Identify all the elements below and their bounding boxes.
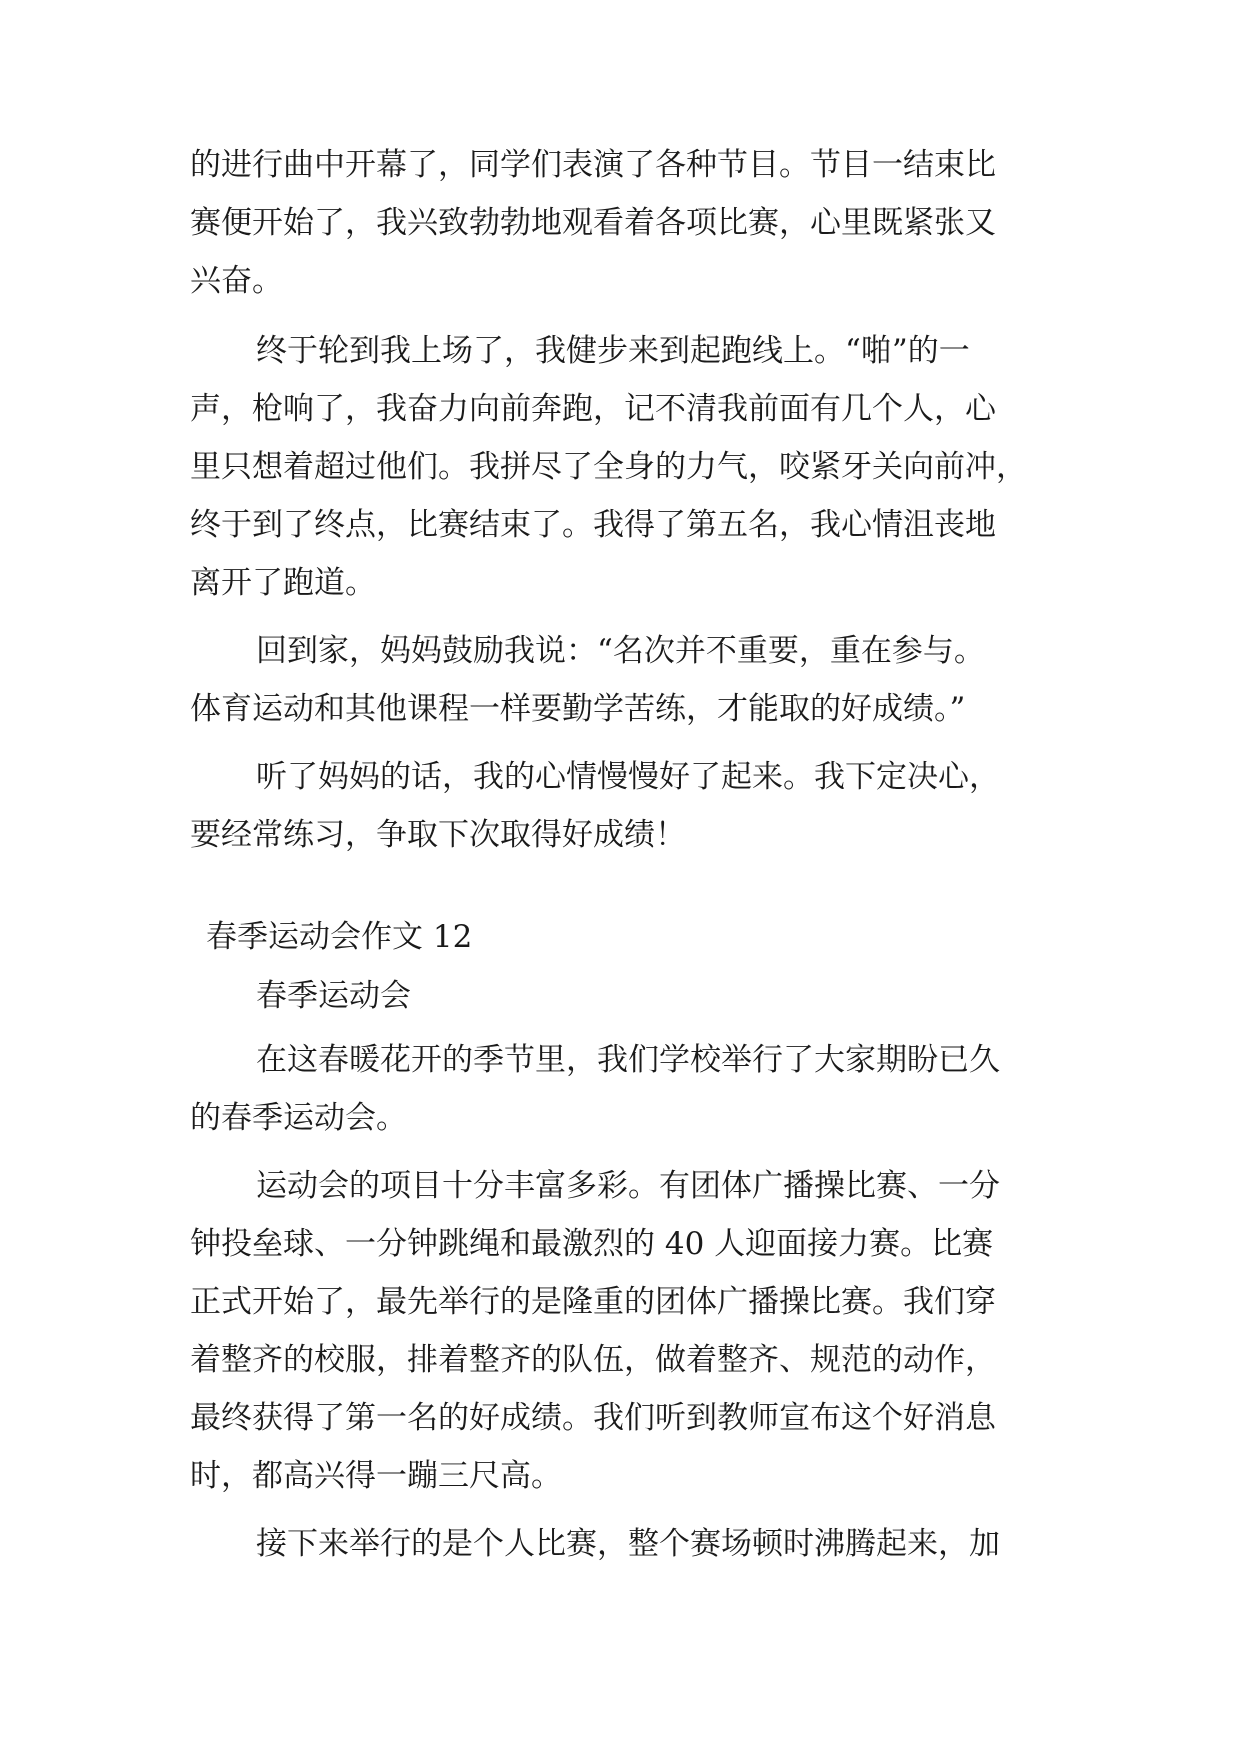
paragraph-start-line: 回到家，妈妈鼓励我说：“名次并不重要，重在参与。 <box>256 633 985 669</box>
paragraph-start-line: 接下来举行的是个人比赛，整个赛场顿时沸腾起来，加 <box>256 1526 1000 1562</box>
paragraph-start-line: 终于轮到我上场了，我健步来到起跑线上。“啪”的一 <box>256 333 970 369</box>
text-line: 兴奋。 <box>190 263 283 299</box>
text-line: 着整齐的校服，排着整齐的队伍，做着整齐、规范的动作， <box>190 1342 996 1378</box>
text-line: 声，枪响了，我奋力向前奔跑，记不清我前面有几个人，心 <box>190 391 996 427</box>
paragraph-start-line: 运动会的项目十分丰富多彩。有团体广播操比赛、一分 <box>256 1168 1000 1204</box>
essay-title: 春季运动会 <box>256 978 411 1014</box>
text-line: 里只想着超过他们。我拼尽了全身的力气，咬紧牙关向前冲， <box>190 449 1027 485</box>
paragraph-start-line: 听了妈妈的话，我的心情慢慢好了起来。我下定决心， <box>256 759 1000 795</box>
text-line: 最终获得了第一名的好成绩。我们听到教师宣布这个好消息 <box>190 1400 996 1436</box>
essay-heading: 春季运动会作文 12 <box>206 919 473 955</box>
text-line: 的春季运动会。 <box>190 1100 407 1136</box>
text-line: 赛便开始了，我兴致勃勃地观看着各项比赛，心里既紧张又 <box>190 205 996 241</box>
text-line: 钟投垒球、一分钟跳绳和最激烈的 40 人迎面接力赛。比赛 <box>190 1226 994 1262</box>
paragraph-start-line: 在这春暖花开的季节里，我们学校举行了大家期盼已久 <box>256 1042 1000 1078</box>
text-line: 要经常练习，争取下次取得好成绩！ <box>190 817 686 853</box>
text-line: 的进行曲中开幕了，同学们表演了各种节目。节目一结束比 <box>190 147 996 183</box>
text-line: 终于到了终点，比赛结束了。我得了第五名，我心情沮丧地 <box>190 507 996 543</box>
text-line: 时，都高兴得一蹦三尺高。 <box>190 1458 562 1494</box>
text-line: 正式开始了，最先举行的是隆重的团体广播操比赛。我们穿 <box>190 1284 996 1320</box>
text-line: 离开了跑道。 <box>190 565 376 601</box>
text-line: 体育运动和其他课程一样要勤学苦练，才能取的好成绩。” <box>190 691 966 727</box>
